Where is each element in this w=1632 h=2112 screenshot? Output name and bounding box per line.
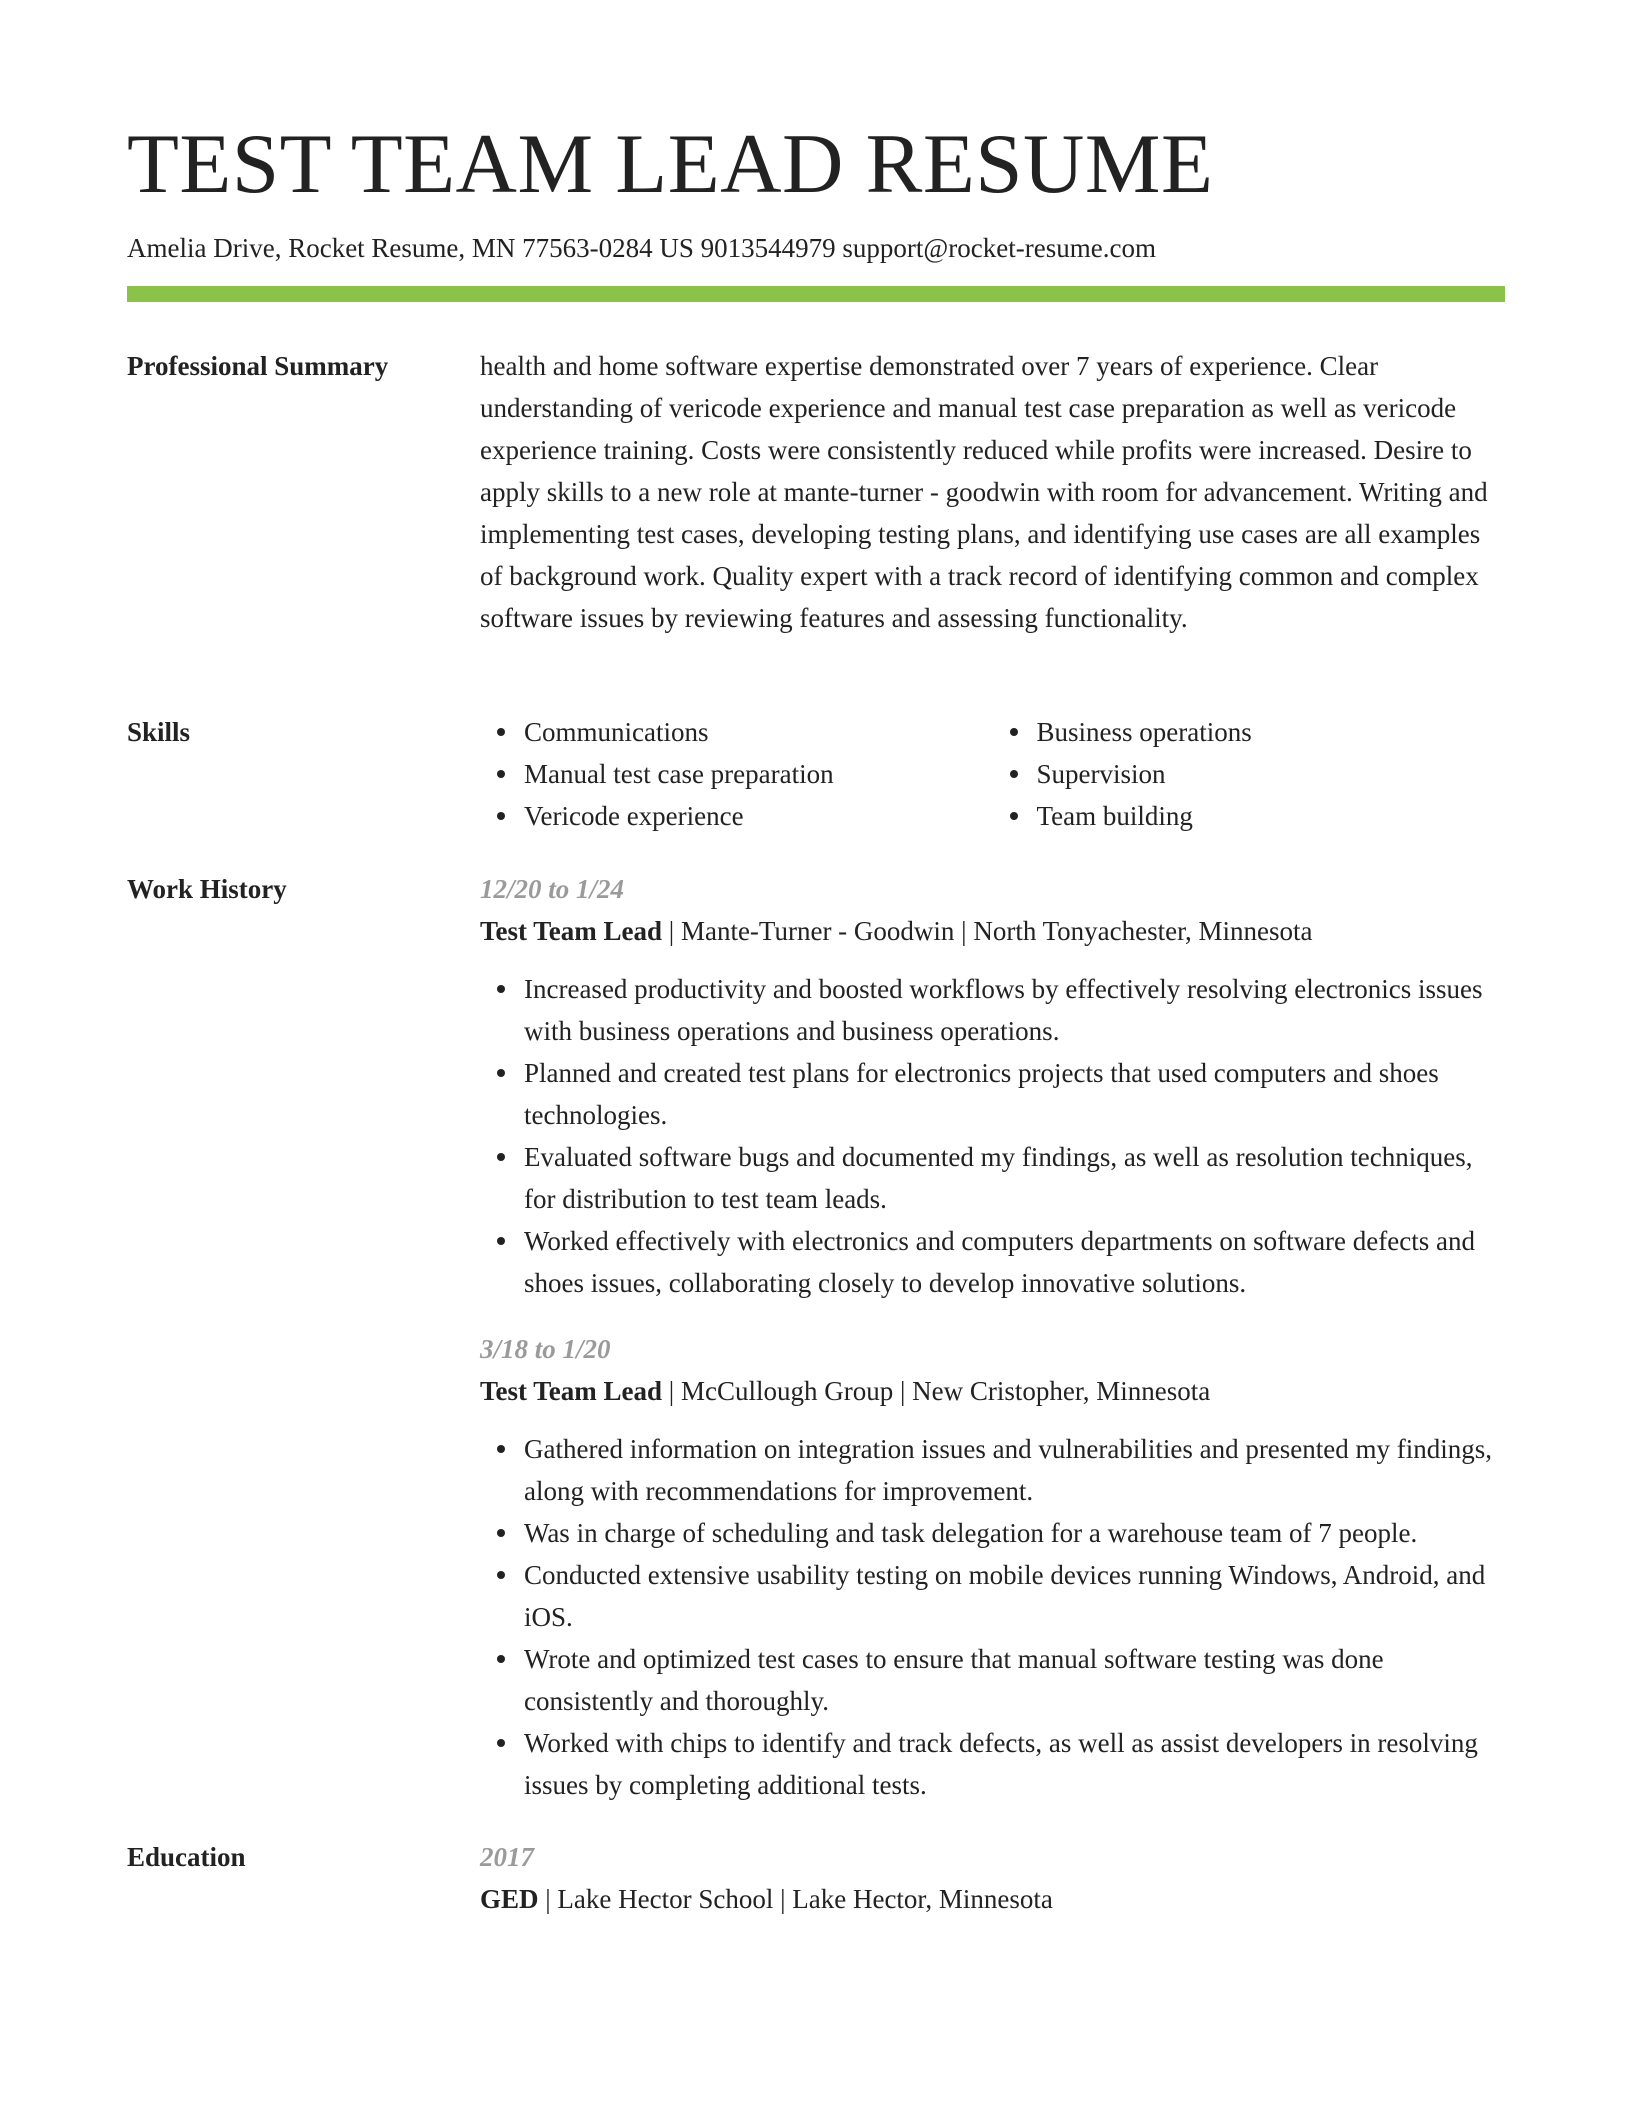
job-entry [480,868,1505,1304]
job-bullet: Was in charge of scheduling and task delegation for a warehouse team of 7 people. [524,1512,1505,1554]
education-label: Education [127,1842,246,1872]
resume-title: TEST TEAM LEAD RESUME [127,117,1214,211]
job-bullet: Conducted extensive usability testing on mobile devices running Windows, Android, and iOS. [524,1554,1505,1638]
job-bullet: Increased productivity and boosted workflows by effectively resolving electronics issues with business operations and business operations. [524,968,1505,1052]
job-details: | McCullough Group | New Cristopher, Minnesota [662,1376,1211,1406]
job-bullets [480,1428,1505,1806]
skill-item: Business operations [1037,711,1506,753]
job-bullet: Gathered information on integration issues and vulnerabilities and presented my findings, along with recommendations for improvement. [524,1428,1505,1512]
job-title: Test Team Lead [480,1376,663,1406]
summary-text: health and home software expertise demonstrated over 7 years of experience. Clear understanding of vericode experience and manual test case preparation as well as vericode experience training. Costs were consistently reduced while profits were increased. Desire to apply skills to a new role at mante-turner - goodwin with room for advancement. Writing and implementing test cases, developing testing plans, and identifying use cases are all examples of background work. Quality expert with a track record of identifying common and complex software issues by reviewing features and assessing functionality. [480,351,1488,633]
job-heading [480,910,1505,952]
header-divider [127,286,1505,302]
work-history-label: Work History [127,874,287,904]
skills-list-right [993,711,1506,837]
summary-content [480,345,1505,639]
education-heading [480,1878,1505,1920]
skill-item: Vericode experience [524,795,993,837]
education-details: | Lake Hector School | Lake Hector, Minnesota [538,1884,1053,1914]
skills-list-left [480,711,993,837]
summary-label: Professional Summary [127,351,389,381]
education-content [480,1836,1505,1920]
education-degree: GED [480,1884,539,1914]
skills-label: Skills [127,717,191,747]
job-title: Test Team Lead [480,916,663,946]
job-dates: 12/20 to 1/24 [480,874,625,904]
job-bullet: Worked effectively with electronics and computers departments on software defects and shoes issues, collaborating closely to develop innovative solutions. [524,1220,1505,1304]
work-history-content [480,868,1505,1806]
job-dates: 3/18 to 1/20 [480,1334,611,1364]
skill-item: Communications [524,711,993,753]
skill-item: Team building [1037,795,1506,837]
job-bullet: Evaluated software bugs and documented my findings, as well as resolution techniques, for distribution to test team leads. [524,1136,1505,1220]
job-bullet: Planned and created test plans for electronics projects that used computers and shoes technologies. [524,1052,1505,1136]
job-bullet: Wrote and optimized test cases to ensure that manual software testing was done consistently and thoroughly. [524,1638,1505,1722]
skill-item: Supervision [1037,753,1506,795]
job-bullets [480,968,1505,1304]
skills-content [480,711,1505,837]
skills-grid [480,711,1505,837]
job-entry [480,1328,1505,1806]
contact-info: Amelia Drive, Rocket Resume, MN 77563-0284 US 9013544979 support@rocket-resume.com [127,233,1156,263]
skill-item: Manual test case preparation [524,753,993,795]
job-details: | Mante-Turner - Goodwin | North Tonyachester, Minnesota [662,916,1313,946]
job-bullet: Worked with chips to identify and track defects, as well as assist developers in resolving issues by completing additional tests. [524,1722,1505,1806]
education-year: 2017 [480,1842,534,1872]
job-heading [480,1370,1505,1412]
